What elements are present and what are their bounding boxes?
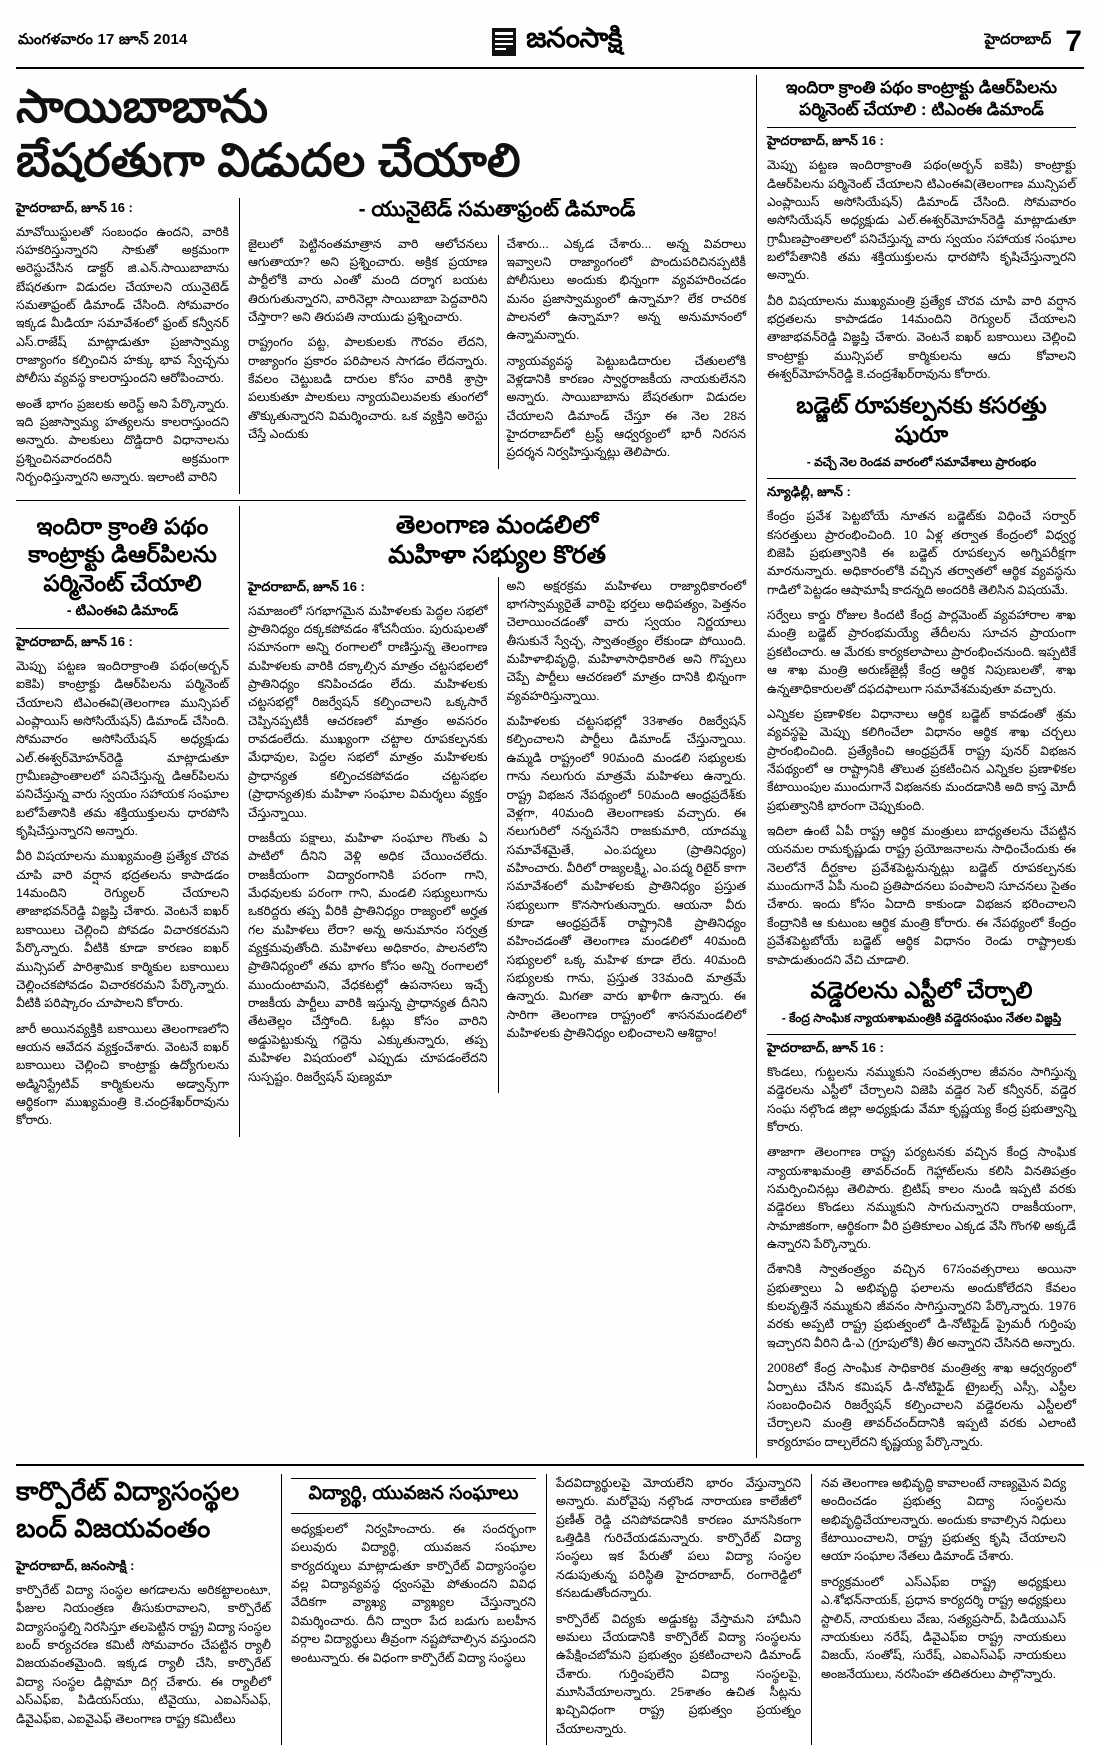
- masthead-logo-group: [490, 22, 622, 61]
- page-content: [0, 69, 1100, 1755]
- story-sai-baba-body: [239, 198, 746, 494]
- story-telangana-mandali: [239, 506, 746, 1137]
- bandh-col-4: [811, 1474, 1066, 1745]
- paragraph: అని అక్షరక్రమ మహిళలు రాజ్యాధికారంలో భాగస్వామ్యరైతే వారిపై భర్తలు అధిపత్యం, పెత్తనం చెలాయించడంతో వారు స్వయం నిర్ణయాలు తీసుకునే స్వేచ్ఛ, స్వాతంత్ర్యం లేకుండా పోయింది. మహిళాభివృద్ధి, మహిళాసాధికారిత అని గొప్పలు చెప్పే పార్టీలు ఆచరణలో మాత్రం దానికి భిన్నంగా వ్యవహరిస్తున్నాయి.: [506, 578, 746, 703]
- story-vaddera: [767, 976, 1076, 1451]
- divider: [16, 628, 229, 629]
- paragraph: పేదవిద్యార్థులపై మోయలేని భారం వేస్తున్నారని అన్నారు. మరోవైపు నల్గొండ నారాయణ కాలేజీలో ప్రణీత్ రెడ్డి చనిపోవడానికి కారణం మానసికంగా ఒత్తిడికి గురిచేయడమన్నారు. కార్పొరేట్ విద్యా సంస్థలు ఇక పేరుతో పలు విద్యా సంస్థల నడుపుతున్న పరిస్థితి హైదరాబాద్, రంగారెడ్డిలో కనబడుతోందన్నారు.: [556, 1475, 801, 1601]
- paragraph: మెప్పు పట్టణ ఇందిరాక్రాంతి పథం(అర్బన్ ఐకెపి) కాంట్రాక్టు డిఆర్‌పిలను పర్మినెంట్ చేయాలని టిఎంఈవి(తెలంగాణ మున్సిపల్ ఎంప్లాయిస్ అసోసియేషన్) డిమాండ్ చేసింది. సోమవారం అసోసియేషన్ అధ్యక్షుడు ఎల్.ఈశ్వర్‌మోహన్‌రెడ్డి మాట్లాడుతూ గ్రామీణప్రాంతాలలో పనిచేస్తున్న వారు స్వయం సహాయక సంఘాల బలోపేతానికి తమ శక్తియుక్తులను ధారపోసి కృషిచేస్తున్నారని అన్నారు.: [767, 158, 1076, 283]
- byline: న్యూఢిల్లీ, జూన్ :: [767, 484, 851, 500]
- byline: హైదరాబాద్, జూన్ 16 :: [767, 1039, 884, 1055]
- paragraph: సర్వేలు కార్డు రోజుల కిందటి కేంద్ర పార్లమెంట్ వ్యవహారాల శాఖ మంత్రి బడ్జెట్ ప్రారంభమయ్యే తేదీలను సూచన ప్రాయంగా ప్రకటించారు. ఆ మేరకు కార్యకలాపాలు ప్రారంభించనుంది. ఇప్పటికే ఆ శాఖ మంత్రి అరుణ్‌జైట్లీ కేంద్ర ఆర్థిక నిపుణులతో, శాఖ ఉన్నతాధికారులతో దఫదఫాలుగా సమావేశమవుతూ వచ్చారు.: [767, 608, 1076, 696]
- paragraph: 2008లో కేంద్ర సాంఘిక సాధికారిక మంత్రిత్వ శాఖ ఆధ్వర్యంలో ఏర్పాటు చేసిన కమిషన్ డి-నోటిఫైడ్ ట్రైబల్స్ ఎస్సీ, ఎస్టీల సంబంధించిన రిజర్వేషన్ కల్పించాలని వడ్డెరలను ఎస్టీలలో చేర్చాలని మంత్రి తావర్‌చంద్‌దానికి ఇప్పటి వరకు ఎలాంటి కార్యరూపం దాల్చలేదని కృష్ణయ్య పేర్కొన్నారు.: [767, 1361, 1076, 1449]
- story-indira-left: [16, 506, 229, 1137]
- paragraph: కార్పొరేట్ విద్యా సంస్థల అగడాలను అరికట్టాలంటూ, ఫీజుల నియంత్రణ తీసుకురావాలని, కార్పొరేట్ విద్యాసంస్థల్ని నిరసిస్తూ తలపెట్టిన రాష్ట్ర విద్యా సంస్థల బంద్ కార్యచరణ కమిటీ సోమవారం చేపట్టిన ర్యాలీ విజయవంతమైంది. ఇక్కడ ర్యాలీ చేసి, కార్పొరేట్ విద్యా సంస్థల డిప్లొమా దిగ్గ చేశారు. ఈ ర్యాలీలో ఎస్‌ఎఫ్ఐ, పిడియస్‌యు, టివైయు, ఎఐఎస్ఎఫ్, డివైఎఫ్ఐ, ఎఐవైఎఫ్ తెలంగాణ రాష్ట్ర కమిటీలు: [16, 1582, 271, 1726]
- vaddera-headline: వడ్డెరలను ఎస్టీలో చేర్చాలి: [810, 976, 1033, 1003]
- paragraph: అంతే భాగం ప్రజలకు అరెస్ట్ అని పేర్కొన్నారు. ఇది ప్రజాస్వామ్య హత్యలను కాలరాస్తుందని అన్నారు. పాలకులు దొడ్డిదారి విధానాలను ప్రశ్నించినవారందరినీ అక్రమంగా నిర్బంధిస్తున్నారని అన్నారు. ఇలాంటి వారిని: [16, 396, 229, 485]
- bandh-col-3: [546, 1474, 801, 1745]
- paragraph: అధ్యక్షులలో నిర్వహించారు. ఈ సందర్భంగా పలువురు విద్యార్థి, యువజన సంఘాల కార్యదర్శులు మాట్లాడుతూ కార్పొరేట్ విద్యాసంస్థల వల్ల విద్యావ్యవస్థ ధ్వంసమై పోతుందని వివిధ వేదికగా వ్యాఖ్య వ్యాఖ్యల చేస్తున్నారని విమర్శించారు. దీని ద్వారా పేద బడుగు బలహీన వర్గాల విద్యార్థులు తీవ్రంగా నష్టపోవాల్సిన వస్తుందని అంటున్నారు. ఈ విధంగా కార్పొరేట్ విద్యా సంస్థలు: [291, 1521, 536, 1665]
- divider: [767, 478, 1076, 479]
- indira-left-credit: - టిఎంఈవి డిమాండ్: [66, 601, 179, 618]
- paragraph: వీరి విషయాలను ముఖ్యమంత్రి ప్రత్యేక చొరవ చూపి వారి వర్షాన భద్రతలను కాపాడడం 14మందిని రెగ్యులర్ చేయాలని తాజాభవన్‌రెడ్డి విజ్ఞప్తి చేశారు. వెంటనే ఐఖర్ బకాయిలు చెల్లించి కాంట్రాక్టు మున్సిపల్ కార్మికులను ఆదు కోవాలని ఈశ్వర్‌మోహన్‌రెడ్డి కె.చంద్రశేఖర్‌రావును కోరారు.: [767, 293, 1076, 382]
- bandh-subhead: విద్యార్థి, యువజన సంఘాలు: [291, 1478, 536, 1514]
- divider: [767, 127, 1076, 128]
- paragraph: ఇదిలా ఉంటే ఏపీ రాష్ట్ర ఆర్థిక మంత్రులు బాధ్యతలను చేపట్టిన యనమల రామకృష్ణుడు రాష్ట్ర ప్రయోజనాలను సాధించేందుకు ఈ నెలలోనే దీర్ఘకాల ప్రవేశపెట్టనున్నట్లు బడ్జెట్ రూపకల్పనకు ముందుగానే ఏపీ నుంచి ప్రతిపాదనలు పంపాలని సూచనలు సైతం చేశారు. ఇందు కోసం ఏదాది కాకుండా విభజన భరించాలని కేంద్రానికి ఆ కుటుంబ ఆర్థిక మంత్రి కోరారు. ఈ నేపథ్యంలో కేంద్రం ప్రవేశపెట్టబోయే బడ్జెట్ ఆర్థిక విధానం రెండు రాష్ట్రాలకు కాపాడుతుందని వేచి చూడాలి.: [767, 824, 1076, 967]
- divider: [767, 1034, 1076, 1035]
- paragraph: సమాజంలో సగభాగమైన మహిళలకు పెద్దల సభలో ప్రాతినిధ్యం దక్కకపోవడం శోచనీయం. పురుషులతో సమానంగా అన్ని రంగాలలో రాణిస్తున్న తెలంగాణ మహిళలకు వారికి దక్కాల్సిన మాత్రం చట్టసభలలో ప్రాతినిధ్యం కనిపించడం లేదు. మహిళలకు చట్టసభల్లో రిజర్వేషన్ కల్పించాలని ఒక్కసారే చెప్పినప్పటికీ ఆచరణలో మాత్రం అవసరం రావడంలేదు. ముఖ్యంగా చట్టాల రూపకల్పనకు మేధావుల, పెద్దల సభలో మాత్రం మహిళలకు ప్రాధాన్యత కల్పించకపోవడం చట్టసభల (ప్రాధాన్యత)కు మహిళా సంఘాల విమర్శలు వ్యక్తం చేస్తున్నాయి.: [248, 603, 488, 820]
- story-sai-baba-col-3: [498, 235, 747, 469]
- bandh-col-2: [281, 1474, 536, 1745]
- mandali-col-1: [248, 577, 488, 1093]
- bandh-headline: కార్పొరేట్ విద్యాసంస్థల బంద్ విజయవంతం: [16, 1475, 240, 1543]
- paragraph: ఎన్నికల ప్రణాళికల విధానాలు ఆర్థిక బడ్జెట్ కావడంతో శ్రమ వ్యవస్థపై మెప్పు కలిగించేలా విధానం ఆర్థిక శాఖ చర్చలు ప్రారంభించింది. ప్రత్యేకించి ఆంధ్రప్రదేశ్ రాష్ట్ర పునర్ విభజన నేపథ్యంలో ఆ రాష్ట్రానికి తొలుత ప్రకటించిన ఎన్నికల ప్రణాళికల కేటాయింపుల ముందుగానే విభజనకు మందడానికి అది కాస్త మోదీ ప్రభుత్వానికి భారంగా చెప్పుకుంది.: [767, 706, 1076, 813]
- byline: హైదరాబాద్, జూన్ 16 :: [767, 133, 884, 149]
- newspaper-title: జనంసాక్షి: [526, 22, 622, 53]
- story-sai-baba: [16, 198, 746, 494]
- mandali-col-2: [498, 577, 747, 1093]
- masthead: [0, 0, 1100, 67]
- vaddera-subhead: - కేంద్ర సాంఘిక న్యాయశాఖమంత్రికి వడ్డెరసంఘం నేతల విజ్ఞప్తి: [781, 1010, 1062, 1025]
- paragraph: తాజాగా తెలంగాణ రాష్ట్ర పర్యటనకు వచ్చిన కేంద్ర సాంఘిక న్యాయశాఖమంత్రి తావర్‌చంద్ గెహ్లాట్‌లను కలిసి వినతిపత్రం సమర్పించినట్లు తెలిపారు. బ్రిటిష్ కాలం నుండి ఇప్పటి వరకు వడ్డెరలు కొండలు నమ్ముకుని సాగుచున్నారని రాజకీయంగా, సామాజికంగా, ఆర్థికంగా వీరి ప్రతికూలం ఎక్కడ వేసి గొంగళి అక్కడే ఉన్నారని పేర్కొన్నారు.: [767, 1145, 1076, 1252]
- paragraph: మెప్పు పట్టణ ఇందిరాక్రాంతి పథం(అర్బన్ ఐకెపి) కాంట్రాక్టు డిఆర్‌పిలను పర్మినెంట్ చేయాలని టిఎంఈవి(తెలంగాణ మున్సిపల్ ఎంప్లాయిస్ అసోసియేషన్) డిమాండ్ చేసింది. సోమవారం అసోసియేషన్ అధ్యక్షుడు ఎల్.ఈశ్వర్‌మోహన్‌రెడ్డి మాట్లాడుతూ గ్రామీణప్రాంతాలలో పనిచేస్తున్న డిఆర్‌పిలను పనిచేస్తున్న వారు స్వయం సహాయక సంఘాల బలోపేతానికి తమ శక్తియుక్తులను ధారపోసి కృషిచేస్తున్నారని అన్నారు.: [16, 658, 229, 839]
- paragraph: జైలులో పెట్టినంతమాత్రాన వారి ఆలోచనలు ఆగుతాయా? అని ప్రశ్నించారు. అక్రిక ప్రయాణ పార్టీలోకి వారు ఎంతో మంది దర్శాగ బయట తిరుగుతున్నారని, వారినెల్లా సాయిబాబా పెద్దవారిని చేస్తారా? అని తిరుపతి నాయుడు ప్రశ్నించారు.: [248, 236, 488, 324]
- paragraph: నవ తెలంగాణ అభివృద్ధి కావాలంటే నాణ్యమైన విద్య అందించడం ప్రభుత్వ విద్యా సంస్థలను అభివృద్ధిచేయాలన్నారు. అందుకు కావాల్సిన నిధులు కేటాయించాలని, రాష్ట్ర ప్రభుత్వ కృషి చేయాలని ఆయా సంఘాల నేతలు డిమాండ్ చేశారు.: [821, 1475, 1066, 1564]
- paragraph: కార్యక్రమంలో ఎస్ఎఫ్ఐ రాష్ట్ర అధ్యక్షులు ఎ.శోభన్‌నాయక్, ప్రధాన కార్యదర్శి రాష్ట్ర అధ్యక్షులు స్టాలిన్, నాయకులు వేణు, సత్యప్రసాద్, పిడియుఎస్ నాయకులు నరేష్, డివైఎఫ్ఐ రాష్ట్ర నాయకులు విజయ్, సంతోష్, సురేష్, ఎఐఎస్ఎఫ్ నాయకులు అంజనేయులు, నరసింహ తదితరులు పాల్గొన్నారు.: [821, 1574, 1066, 1681]
- mandali-headline: తెలంగాణ మండలిలో మహిళా సభ్యుల కొరత: [388, 510, 606, 570]
- paragraph: రాష్ట్రంగం పట్ట, పాలకులకు గౌరవం లేదని, రాజ్యాంగం ప్రకారం పరిపాలన సాగడం లేదన్నారు. కేవలం చెట్టుబడి దారుల కోసం వారికి శ్రాస్రా పలుకుతూ పాలకులు న్యాయవిలువలకు తుంగలో తొక్కుతున్నారని విమర్శించారు. ఒక వ్యక్తిని అరెస్టు చేస్తే ఎందుకు: [248, 335, 488, 442]
- newspaper-logo-icon: [490, 26, 520, 58]
- page-number: 7: [1065, 24, 1082, 58]
- paragraph: మహిళలకు చట్టసభల్లో 33శాతం రిజర్వేషన్ కల్పించాలని పార్టీలు డిమాండ్ చేస్తున్నాయి. ఉమ్మడి రాష్ట్రంలో 90మంది మండలి సభ్యులకు గాను నలుగురు మాత్రమే మహిళలు ఉన్నారు. రాష్ట్ర విభజన నేపథ్యంలో 50మంది ఆంధ్రప్రదేశ్‌కు వెళ్లగా, 40మంది తెలంగాణకు వచ్చారు. ఈ నలుగురిలో నన్నపనేని రాజకుమారి, యాదమ్మ సమావేశమైతే, ఎం.పద్మలు (ప్రాతినిధ్యం) వహించారు. వీరిలో రాజ్యలక్ష్మి, ఎం.పద్మ రిటైర్ కాగా సమావేశంలో మహిళలకు ప్రాతినిధ్యం ప్రస్తుత సభ్యులుగా కొనసాగుతున్నారు. ఆయనా వీరు కూడా ఆంధ్రప్రదేశ్ రాష్ట్రానికి ప్రాతినిధ్యం వహించడంతో తెలంగాణ మండలిలో 40మంది సభ్యులలో ఒక్క మహిళ కూడా లేరు. 40మంది సభ్యులకు గాను, ప్రస్తుత 33మంది మాత్రమే ఉన్నారు. మిగతా వారు ఖాళీగా ఉన్నారు. ఈ సారిగా తెలంగాణ రాష్ట్రంలో శాసనమండలిలో మహిళలకు ప్రాతినిధ్యం లభించాలని ఆశిద్దాం!: [506, 714, 746, 1041]
- paragraph: కొండలు, గుట్టలను నమ్ముకుని సంవత్సరాల జీవనం సాగిస్తున్న వడ్డెరలను ఎస్టీలో చేర్చాలని విజెపి వడ్డెర సెల్ కన్వీనర్, వడ్డెర సంఘ నల్గొండ జిల్లా అధ్యక్షుడు వేమా కృష్ణయ్య కేంద్ర ప్రభుత్వాన్ని కోరారు.: [767, 1064, 1076, 1134]
- story-row-2: [16, 506, 746, 1137]
- right-block: [756, 75, 1076, 1458]
- paragraph: దేశానికి స్వాతంత్ర్యం వచ్చిన 67సంవత్సరాలు అయినా ప్రభుత్వాలు ఏ అభివృద్ధి ఫలాలను అందుకోలేదని కేవలం కులవృత్తినే నమ్ముకుని జీవనం సాగిస్తున్నారని పేర్కొన్నారు. 1976 వరకు అప్పటి రాష్ట్ర ప్రభుత్వంలో డి-నోటిఫైడ్ ప్రైమరీ గుర్తింపు ఇచ్చారని వీరిని డి-ఎ (గ్రూపులోకి) తీర అన్నారని చేసినది అన్నారు.: [767, 1262, 1076, 1350]
- paragraph: న్యాయవ్యవస్థ పెట్టుబడిదారుల చేతులలోకి వెళ్లడానికి కారణం స్వార్థరాజకీయ నాయకులేనని అన్నారు. సాయిబాబాను బేషరతుగా విడుదల చేయాలని డిమాండ్ చేస్తూ ఈ నెల 28న హైదరాబాద్‌లో ట్రస్ట్ ఆధ్వర్యంలో భారీ నిరసన ప్రదర్శన నిర్వహిస్తున్నట్లు తెలిపారు.: [506, 353, 746, 460]
- main-headline: సాయిబాబాను బేషరతుగా విడుదల చేయాలి: [16, 80, 521, 187]
- indira-left-headline: ఇందిరా క్రాంతి పథం కాంట్రాక్టు డిఆర్‌పిలను పర్మినెంట్ చేయాలి: [28, 512, 217, 597]
- top-area: [16, 75, 1084, 1458]
- byline: హైదరాబాద్, జూన్ 16 :: [16, 633, 133, 649]
- byline: హైదరాబాద్, జూన్ 16 :: [16, 199, 133, 215]
- paragraph: జారీ అయినవ్యక్తికి బకాయిలు తెలంగాణలోని ఆయన ఆవేదన వ్యక్తంచేశారు. వెంటనే ఐఖర్ బకాయిలు చెల్లించి కాంట్రాక్టు ఉద్యోగులను అడ్మినిస్ట్రేటివ్ కార్మికులను అడ్వాన్స్‌గా ఆర్థికంగా ముఖ్యమంత్రి కె.చంద్రశేఖర్‌రావును కోరారు.: [16, 1021, 229, 1128]
- budget-headline: బడ్జెట్ రూపకల్పనకు కసరత్తు షురూ: [796, 391, 1047, 448]
- bandh-col-1: [16, 1474, 271, 1745]
- paragraph: చేశారు... ఎక్కడ చేశారు... అన్న వివరాలు ఇవ్వాలని రాజ్యాంగంలో పొందుపరిచినప్పటికీ పోలీసులు అందుకు భిన్నంగా వ్యవహరించడం మనం ప్రజాస్వామ్యంలో ఉన్నామా? లేక రాచరిక పాలనలో ఉన్నామా? అన్న అనుమానంలో ఉన్నామన్నారు.: [506, 236, 746, 343]
- story-bandh: [16, 1464, 1084, 1745]
- paragraph: మావోయిస్టులతో సంబంధం ఉందని, వారికి సహకరిస్తున్నారని సాకుతో అక్రమంగా అరెస్టుచేసిన డాక్టర్ జి.ఎన్.సాయిబాబాను బేషరతుగా విడుదల చేయాలని యునైటెడ్ సమతాఫ్రంట్ డిమాండ్ చేసింది. సోమవారం ఇక్కడ మీడియా సమావేశంలో ఫ్రంట్ కన్వీనర్ ఎస్.రాజేష్ మాట్లాడుతూ ప్రజాస్వామ్య రాజ్యాంగం కల్పించిన హక్కు భావ స్వేచ్ఛను పోలీసు వ్యవస్థ కాలరాస్తుందని ఆరోపించారు.: [16, 224, 229, 386]
- budget-subhead: - వచ్చే నెల రెండవ వారంలో సమావేశాలు ప్రారంభం: [806, 455, 1037, 470]
- paragraph: రాజకీయ పక్షాలు, మహిళా సంఘాల గొంతు ఏ పాటిలో దీనిని వెళ్లి అధిక చేయించలేదు. రాజకీయంగా విద్యారంగానికి పరంగా గాని, మేధవులకు పరంగా గాని, మండలి సభ్యులుగాను ఒకరిద్దరు తప్ప వీరికి ప్రాతినిధ్యం రాజ్యంలో అర్హత గల మహిళలు లేరా? అన్న అనుమానం సర్వత్ర వ్యక్తమవుతోంది. మహిళలు అధికారం, పాలనలోని ప్రాతినిధ్యంలో తమ భాగం కోసం అన్ని రంగాలలో ముందుంటామని, వేధకటల్లో ఉపనాసలు ఇచ్చే రాజకీయ పార్టీలు వారికి ఇస్తున్న ప్రాధాన్యత దీనిని తేటతెల్లం చేస్తోంది. ఓట్లు కోసం వారిని అడ్డుపెట్టుకున్న గద్దెను ఎక్కుతున్నారు, తప్ప మహిళల విషయంలో ఎప్పుడు చూపడంలేదని సుస్పష్టం. రిజర్వేషన్ పుణ్యమా: [248, 830, 488, 1084]
- paragraph: వీరి విషయాలను ముఖ్యమంత్రి ప్రత్యేక చొరవ చూపి వారి వర్షాన భద్రతలను కాపాడడం 14మందిని రెగ్యులర్ చేయాలని తాజాభవన్‌రెడ్డి విజ్ఞప్తి చేశారు. వెంటనే ఐఖర్ బకాయిలు చెల్లించి పోవడం విచారకరమని పేర్కొన్నారు. వీటికి కూడా కారణం ఐఖర్ మున్సిపల్ పారిశ్రామిక కార్మికుల బకాయిలు చెల్లించకపోవడం విచారకరమని పేర్కొన్నారు. వీటికి పరిష్కారం చూపాలని కోరారు.: [16, 849, 229, 1011]
- masthead-right: [984, 25, 1082, 59]
- divider: [16, 500, 746, 501]
- main-deck: - యునైటెడ్ సమతాఫ్రంట్ డిమాండ్: [358, 197, 636, 221]
- story-sai-baba-col-2: [248, 235, 488, 469]
- byline: హైదరాబాద్, జనంసాక్షి :: [16, 1557, 135, 1573]
- story-sai-baba-col-1: [16, 198, 229, 494]
- edition-label: హైదరాబాద్: [984, 31, 1052, 48]
- story-budget: [767, 391, 1076, 969]
- paragraph: కార్పొరేట్ విద్యకు అడ్డుకట్ట వేస్తామని హామీని అమలు చేయడానికి కార్పొరేట్ విద్యా సంస్థలను ఉపేక్షించబోమని ప్రభుత్వం ప్రకటించాలని డిమాండ్ చేశారు. గుర్తింపులేని విద్యా సంస్థలపై, మూసివేయాలన్నారు. 25శాతం ఉచిత సీట్లను ఖచ్చివిధంగా రాష్ట్ర ప్రభుత్వం ప్రయత్నం చేయాలన్నారు.: [556, 1611, 801, 1736]
- paragraph: కేంద్రం ప్రవేశ పెట్టబోయే నూతన బడ్జెట్‌కు విధించే సర్వార్ కసరత్తులు ప్రారంభించింది. 10 ఏళ్ల తర్వాత కేంద్రంలో విధ్వర్థ బిజెపి ప్రభుత్వానికి ఈ బడ్జెట్ రూపకల్పన అగ్నిపరీక్షగా మారనున్నారు. అధికారంలోకి వచ్చిన తర్వాతలో ఆర్థిక వ్యవస్థను గాడిలో పెట్టడం ఆషామాషీ కాదన్నది అందరికి తెలిసిన విషయమే.: [767, 509, 1076, 597]
- left-block: [16, 75, 746, 1458]
- story-indira-right: [767, 77, 1076, 384]
- publication-date: మంగళవారం 17 జూన్ 2014: [18, 31, 188, 48]
- indira-right-headline: ఇందిరా క్రాంతి పథం కాంట్రాక్టు డిఆర్‌పిలను పర్మినెంట్ చేయాలి : టిఎంఈ డిమాండ్: [785, 78, 1058, 120]
- byline: హైదరాబాద్, జూన్ 16 :: [248, 578, 365, 594]
